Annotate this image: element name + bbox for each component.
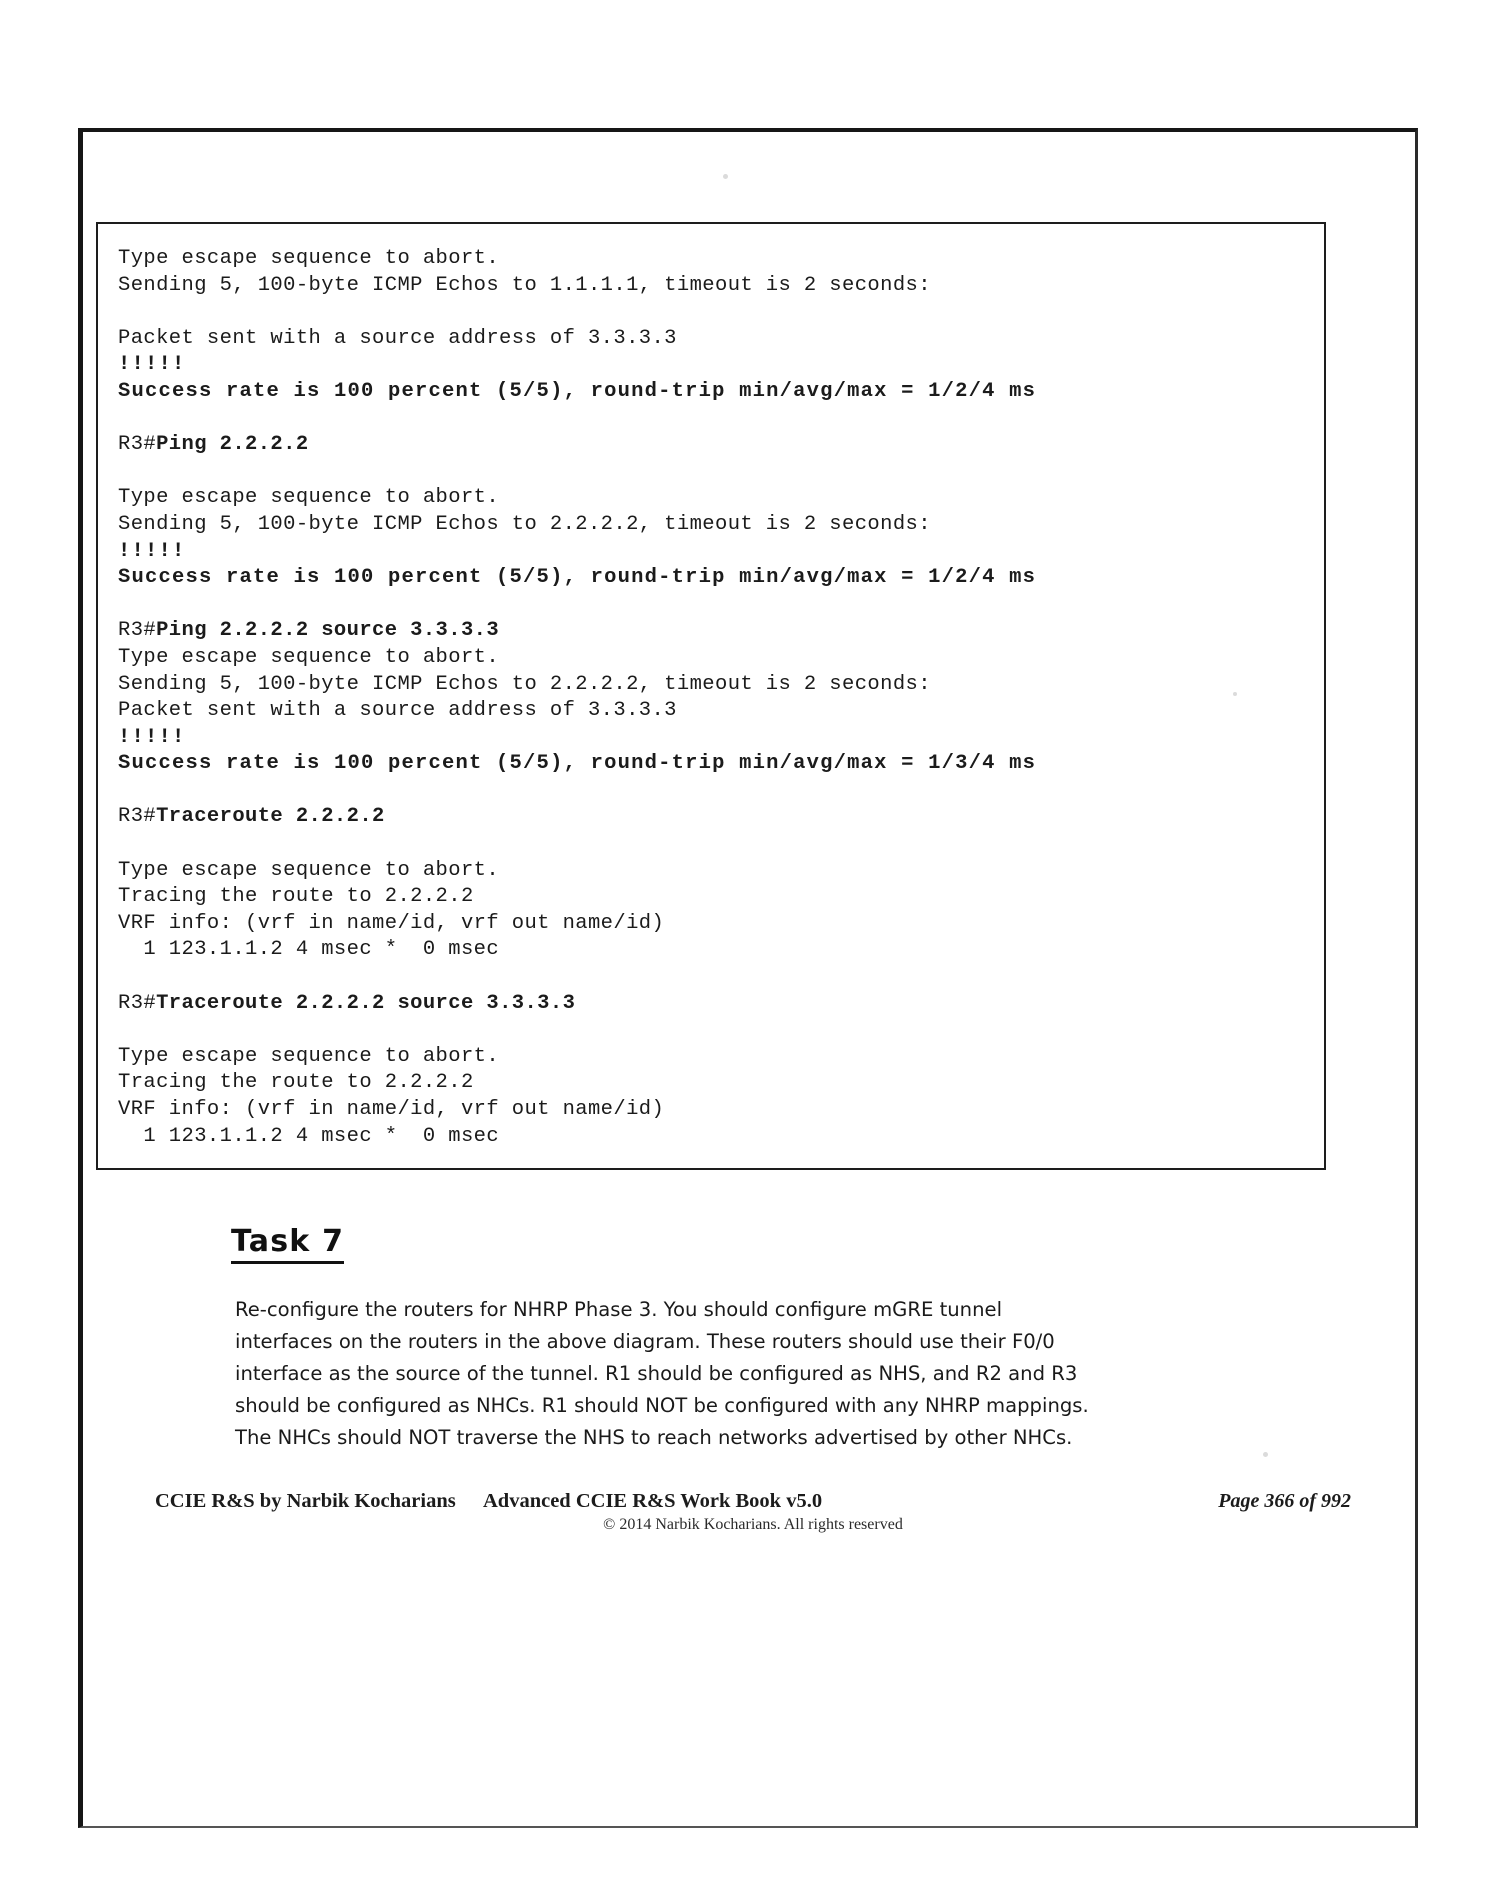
scan-speck: [1233, 692, 1237, 696]
console-line: !!!!!: [118, 539, 186, 563]
task-description-line: interfaces on the routers in the above diagram. These routers should use their F0/0: [235, 1330, 1055, 1353]
console-line: [118, 964, 1304, 991]
task-heading: Task 7: [231, 1224, 344, 1264]
console-line: [118, 592, 1304, 619]
console-line: Sending 5, 100-byte ICMP Echos to 1.1.1.1, timeout is 2 seconds:: [118, 273, 931, 297]
console-line: Success rate is 100 percent (5/5), round-trip min/avg/max = 1/2/4 ms: [118, 379, 1037, 403]
console-line: [118, 1017, 1304, 1044]
page-content: [83, 132, 1423, 1832]
console-line: Packet sent with a source address of 3.3.3.3: [118, 699, 677, 723]
console-line: [118, 778, 1304, 805]
footer-author: CCIE R&S by Narbik Kocharians: [155, 1490, 456, 1512]
console-line: Success rate is 100 percent (5/5), round-trip min/avg/max = 1/2/4 ms: [118, 566, 1037, 590]
scan-speck: [1263, 1452, 1268, 1457]
console-output-text: [98, 224, 1324, 1160]
console-line: R3#Traceroute 2.2.2.2: [118, 805, 385, 829]
console-line: Sending 5, 100-byte ICMP Echos to 2.2.2.2, timeout is 2 seconds:: [118, 512, 931, 536]
task-description-line: should be configured as NHCs. R1 should NOT be configured with any NHRP mappings.: [235, 1394, 1089, 1417]
console-line: [118, 831, 1304, 858]
task-description-line: interface as the source of the tunnel. R1 should be configured as NHS, and R2 and R3: [235, 1362, 1078, 1385]
scanned-page: [78, 128, 1418, 1828]
scan-speck: [723, 174, 728, 179]
console-line: VRF info: (vrf in name/id, vrf out name/id): [118, 1098, 665, 1121]
console-line: !!!!!: [118, 725, 186, 749]
console-line: Packet sent with a source address of 3.3.3.3: [118, 326, 677, 350]
console-line: 1 123.1.1.2 4 msec * 0 msec: [118, 1124, 500, 1148]
console-line: [118, 406, 1304, 433]
task-description-line: The NHCs should NOT traverse the NHS to reach networks advertised by other NHCs.: [235, 1426, 1073, 1449]
footer-copyright: © 2014 Narbik Kocharians. All rights reserved: [603, 1516, 903, 1533]
console-output-box: [96, 222, 1326, 1170]
console-line: Type escape sequence to abort.: [118, 858, 500, 882]
task-description: [235, 1294, 1115, 1454]
console-line: R3#Traceroute 2.2.2.2 source 3.3.3.3: [118, 991, 576, 1015]
console-line: Type escape sequence to abort.: [118, 247, 500, 270]
console-line: Sending 5, 100-byte ICMP Echos to 2.2.2.2, timeout is 2 seconds:: [118, 672, 931, 696]
console-line: Type escape sequence to abort.: [118, 486, 500, 510]
console-line: R3#Ping 2.2.2.2: [118, 433, 309, 457]
page-footer: [83, 1490, 1423, 1533]
console-line: [118, 299, 1304, 326]
task-description-line: Re-configure the routers for NHRP Phase 3. You should configure mGRE tunnel: [235, 1298, 1003, 1321]
console-line: !!!!!: [118, 353, 186, 377]
console-line: R3#Ping 2.2.2.2 source 3.3.3.3: [118, 619, 500, 643]
console-line: 1 123.1.1.2 4 msec * 0 msec: [118, 938, 500, 962]
console-line: [118, 459, 1304, 486]
console-line: Tracing the route to 2.2.2.2: [118, 1071, 474, 1095]
console-line: Tracing the route to 2.2.2.2: [118, 885, 474, 909]
console-line: Success rate is 100 percent (5/5), round-trip min/avg/max = 1/3/4 ms: [118, 752, 1037, 776]
footer-page-number: Page 366 of 992: [1218, 1490, 1351, 1512]
console-line: Type escape sequence to abort.: [118, 645, 500, 669]
footer-title: Advanced CCIE R&S Work Book v5.0: [483, 1490, 823, 1512]
console-line: Type escape sequence to abort.: [118, 1044, 500, 1068]
console-line: VRF info: (vrf in name/id, vrf out name/id): [118, 911, 665, 935]
